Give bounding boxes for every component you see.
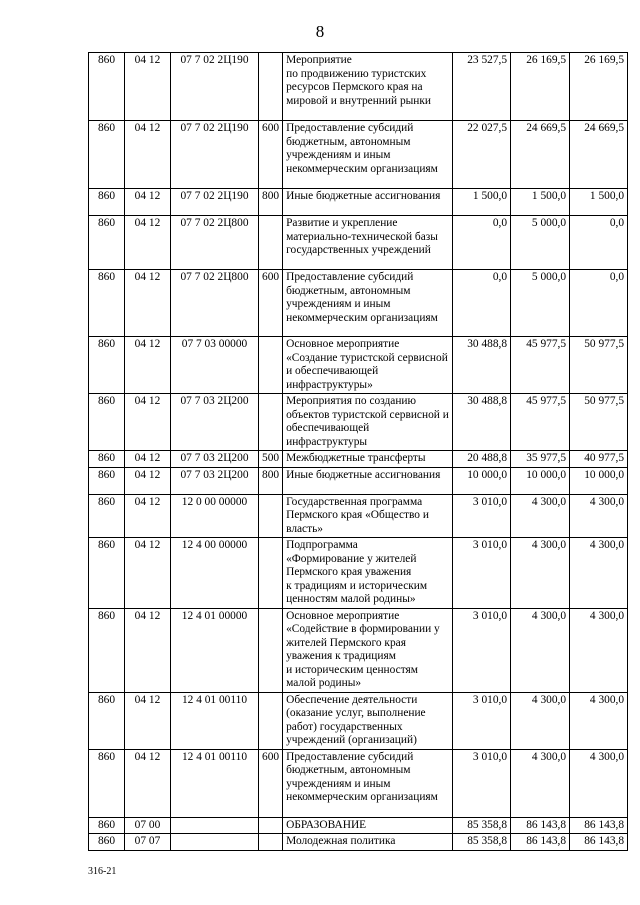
amount-year-3-cell: 4 300,0 [570, 608, 628, 692]
amount-year-2-cell: 4 300,0 [511, 538, 570, 609]
table-row [89, 749, 628, 817]
section-code-cell: 04 12 [125, 121, 171, 189]
table-row [89, 394, 628, 451]
amount-year-2-cell: 45 977,5 [511, 337, 570, 394]
amount-year-2-cell: 4 300,0 [511, 494, 570, 538]
table-row [89, 270, 628, 337]
description-cell: Подпрограмма «Формирование у жителей Пермского края уважения к традициям и историческим ценностям малой родины» [283, 538, 453, 609]
expense-type-cell [259, 692, 283, 749]
section-code-cell: 04 12 [125, 189, 171, 216]
description-cell: Предоставление субсидий бюджетным, автономным учреждениям и иным некоммерческим организациям [283, 270, 453, 337]
target-article-cell: 07 7 03 2Ц200 [171, 451, 259, 468]
amount-year-3-cell: 50 977,5 [570, 394, 628, 451]
gryadm-code-cell: 860 [89, 451, 125, 468]
footer-code: 316-21 [88, 866, 117, 877]
table-row [89, 189, 628, 216]
amount-year-1-cell: 3 010,0 [453, 608, 511, 692]
target-article-cell: 07 7 02 2Ц190 [171, 189, 259, 216]
target-article-cell: 12 4 01 00110 [171, 692, 259, 749]
gryadm-code-cell: 860 [89, 189, 125, 216]
amount-year-2-cell: 5 000,0 [511, 216, 570, 270]
amount-year-1-cell: 85 358,8 [453, 817, 511, 834]
description-cell: ОБРАЗОВАНИЕ [283, 817, 453, 834]
gryadm-code-cell: 860 [89, 467, 125, 494]
section-code-cell: 07 00 [125, 817, 171, 834]
amount-year-1-cell: 30 488,8 [453, 337, 511, 394]
description-cell: Предоставление субсидий бюджетным, автономным учреждениям и иным некоммерческим организациям [283, 121, 453, 189]
table-row [89, 692, 628, 749]
table-row [89, 121, 628, 189]
amount-year-1-cell: 20 488,8 [453, 451, 511, 468]
amount-year-2-cell: 4 300,0 [511, 608, 570, 692]
amount-year-3-cell: 40 977,5 [570, 451, 628, 468]
table-row [89, 337, 628, 394]
gryadm-code-cell: 860 [89, 394, 125, 451]
description-cell: Мероприятия по созданию объектов туристской сервисной и обеспечивающей инфраструктуры [283, 394, 453, 451]
amount-year-1-cell: 0,0 [453, 216, 511, 270]
amount-year-3-cell: 24 669,5 [570, 121, 628, 189]
target-article-cell: 07 7 02 2Ц800 [171, 216, 259, 270]
amount-year-2-cell: 4 300,0 [511, 749, 570, 817]
amount-year-2-cell: 4 300,0 [511, 692, 570, 749]
amount-year-3-cell: 4 300,0 [570, 692, 628, 749]
amount-year-2-cell: 86 143,8 [511, 834, 570, 851]
description-cell: Государственная программа Пермского края «Общество и власть» [283, 494, 453, 538]
section-code-cell: 04 12 [125, 53, 171, 121]
section-code-cell: 04 12 [125, 692, 171, 749]
amount-year-1-cell: 1 500,0 [453, 189, 511, 216]
section-code-cell: 07 07 [125, 834, 171, 851]
table-row [89, 834, 628, 851]
amount-year-2-cell: 86 143,8 [511, 817, 570, 834]
target-article-cell: 07 7 02 2Ц190 [171, 121, 259, 189]
section-code-cell: 04 12 [125, 467, 171, 494]
amount-year-3-cell: 4 300,0 [570, 494, 628, 538]
amount-year-2-cell: 10 000,0 [511, 467, 570, 494]
section-code-cell: 04 12 [125, 394, 171, 451]
amount-year-1-cell: 0,0 [453, 270, 511, 337]
description-cell: Предоставление субсидий бюджетным, автономным учреждениям и иным некоммерческим организациям [283, 749, 453, 817]
amount-year-3-cell: 0,0 [570, 270, 628, 337]
target-article-cell: 12 0 00 00000 [171, 494, 259, 538]
expense-type-cell: 600 [259, 749, 283, 817]
gryadm-code-cell: 860 [89, 216, 125, 270]
target-article-cell: 07 7 03 2Ц200 [171, 467, 259, 494]
description-cell: Обеспечение деятельности (оказание услуг, выполнение работ) государственных учреждений (организаций) [283, 692, 453, 749]
expense-type-cell: 800 [259, 467, 283, 494]
description-cell: Иные бюджетные ассигнования [283, 467, 453, 494]
amount-year-3-cell: 0,0 [570, 216, 628, 270]
expense-type-cell [259, 608, 283, 692]
description-cell: Молодежная политика [283, 834, 453, 851]
section-code-cell: 04 12 [125, 749, 171, 817]
amount-year-1-cell: 22 027,5 [453, 121, 511, 189]
target-article-cell: 07 7 02 2Ц800 [171, 270, 259, 337]
table-row [89, 451, 628, 468]
section-code-cell: 04 12 [125, 270, 171, 337]
expense-type-cell [259, 817, 283, 834]
target-article-cell [171, 834, 259, 851]
amount-year-3-cell: 26 169,5 [570, 53, 628, 121]
gryadm-code-cell: 860 [89, 53, 125, 121]
amount-year-2-cell: 45 977,5 [511, 394, 570, 451]
amount-year-1-cell: 3 010,0 [453, 538, 511, 609]
amount-year-3-cell: 86 143,8 [570, 834, 628, 851]
expense-type-cell: 600 [259, 270, 283, 337]
gryadm-code-cell: 860 [89, 494, 125, 538]
description-cell: Основное мероприятие «Создание туристской сервисной и обеспечивающей инфраструктуры» [283, 337, 453, 394]
amount-year-3-cell: 10 000,0 [570, 467, 628, 494]
expense-type-cell [259, 538, 283, 609]
gryadm-code-cell: 860 [89, 270, 125, 337]
expense-type-cell [259, 337, 283, 394]
expense-type-cell: 800 [259, 189, 283, 216]
amount-year-1-cell: 3 010,0 [453, 749, 511, 817]
target-article-cell [171, 817, 259, 834]
table-row [89, 538, 628, 609]
expense-type-cell [259, 494, 283, 538]
amount-year-3-cell: 1 500,0 [570, 189, 628, 216]
gryadm-code-cell: 860 [89, 692, 125, 749]
amount-year-1-cell: 3 010,0 [453, 692, 511, 749]
amount-year-1-cell: 10 000,0 [453, 467, 511, 494]
section-code-cell: 04 12 [125, 608, 171, 692]
expense-type-cell: 500 [259, 451, 283, 468]
amount-year-2-cell: 24 669,5 [511, 121, 570, 189]
description-cell: Иные бюджетные ассигнования [283, 189, 453, 216]
description-cell: Основное мероприятие «Содействие в формировании у жителей Пермского края уважения к традициям и историческим ценностям малой родины» [283, 608, 453, 692]
gryadm-code-cell: 860 [89, 749, 125, 817]
table-row [89, 608, 628, 692]
expense-type-cell: 600 [259, 121, 283, 189]
amount-year-1-cell: 30 488,8 [453, 394, 511, 451]
amount-year-2-cell: 35 977,5 [511, 451, 570, 468]
gryadm-code-cell: 860 [89, 337, 125, 394]
gryadm-code-cell: 860 [89, 121, 125, 189]
section-code-cell: 04 12 [125, 451, 171, 468]
table-row [89, 467, 628, 494]
section-code-cell: 04 12 [125, 337, 171, 394]
gryadm-code-cell: 860 [89, 834, 125, 851]
expense-type-cell [259, 216, 283, 270]
description-cell: Межбюджетные трансферты [283, 451, 453, 468]
target-article-cell: 12 4 01 00000 [171, 608, 259, 692]
expense-type-cell [259, 834, 283, 851]
section-code-cell: 04 12 [125, 494, 171, 538]
expense-type-cell [259, 394, 283, 451]
amount-year-3-cell: 86 143,8 [570, 817, 628, 834]
gryadm-code-cell: 860 [89, 817, 125, 834]
table-row [89, 216, 628, 270]
amount-year-3-cell: 4 300,0 [570, 538, 628, 609]
amount-year-2-cell: 5 000,0 [511, 270, 570, 337]
amount-year-3-cell: 50 977,5 [570, 337, 628, 394]
description-cell: Мероприятие по продвижению туристских ресурсов Пермского края на мировой и внутренний рынки [283, 53, 453, 121]
table-row [89, 53, 628, 121]
target-article-cell: 07 7 03 2Ц200 [171, 394, 259, 451]
amount-year-2-cell: 26 169,5 [511, 53, 570, 121]
table-row [89, 494, 628, 538]
page-number: 8 [315, 22, 325, 41]
amount-year-1-cell: 23 527,5 [453, 53, 511, 121]
amount-year-1-cell: 85 358,8 [453, 834, 511, 851]
table-row [89, 817, 628, 834]
gryadm-code-cell: 860 [89, 608, 125, 692]
amount-year-2-cell: 1 500,0 [511, 189, 570, 216]
gryadm-code-cell: 860 [89, 538, 125, 609]
target-article-cell: 07 7 02 2Ц190 [171, 53, 259, 121]
target-article-cell: 07 7 03 00000 [171, 337, 259, 394]
amount-year-1-cell: 3 010,0 [453, 494, 511, 538]
section-code-cell: 04 12 [125, 538, 171, 609]
target-article-cell: 12 4 01 00110 [171, 749, 259, 817]
amount-year-3-cell: 4 300,0 [570, 749, 628, 817]
section-code-cell: 04 12 [125, 216, 171, 270]
budget-table [88, 52, 628, 851]
description-cell: Развитие и укрепление материально-технической базы государственных учреждений [283, 216, 453, 270]
target-article-cell: 12 4 00 00000 [171, 538, 259, 609]
expense-type-cell [259, 53, 283, 121]
